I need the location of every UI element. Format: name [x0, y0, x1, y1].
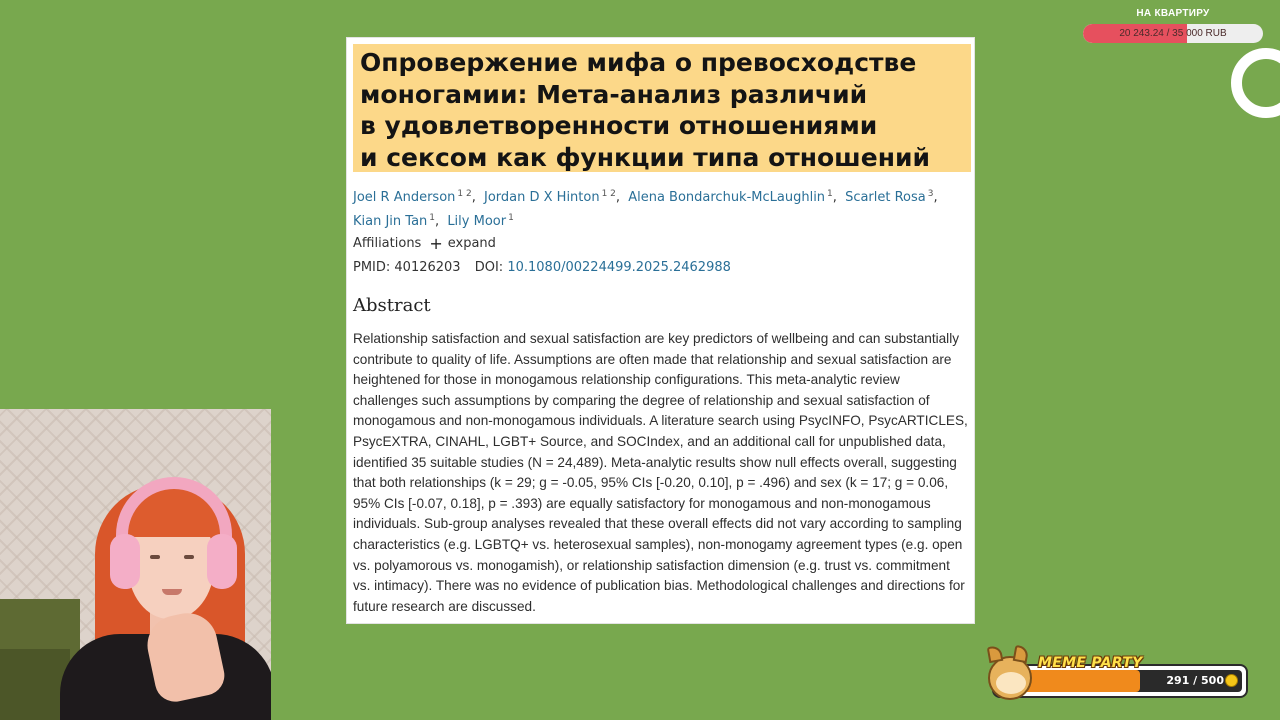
title-line: моногамии: Мета-анализ различий — [360, 79, 868, 109]
doi-label: DOI: — [474, 260, 504, 275]
doi-link[interactable]: 10.1080/00224499.2025.2462988 — [507, 260, 731, 275]
abstract-line: characteristics (e.g. LGBTQ+ vs. heterosexual samples), non-monogamy agreement types (e.g. open — [353, 536, 963, 552]
title-line: Опровержение мифа о превосходстве — [360, 48, 917, 77]
author-link[interactable]: Alena Bondarchuk-McLaughlin $^1$ — [628, 189, 833, 205]
webcam-feed — [0, 409, 271, 720]
abstract-line: that both relationships (k = 29; g = -0.05, 95% CIs [-0.20, 0.10], p = .496) and sex (k = 17; g = 0.06, — [353, 475, 949, 491]
author-link[interactable]: Jordan D X Hinton $^{1 2}$ — [484, 189, 616, 205]
author-link[interactable]: Lily Moor $^1$ — [447, 213, 514, 229]
coin-icon — [1225, 674, 1238, 687]
plus-icon: + — [429, 234, 443, 253]
title-line: в удовлетворенности отношениями — [360, 111, 878, 140]
abstract-line: contribute to quality of life. Assumptions are often made that relationship and sexual satisfaction are — [353, 351, 952, 367]
doge-icon — [988, 656, 1032, 700]
abstract-heading: Abstract — [353, 295, 431, 316]
headphone-earcup — [110, 534, 140, 589]
affiliation-ref[interactable]: 1 — [508, 213, 514, 223]
meme-party-count: 291 / 500 — [1166, 674, 1224, 687]
affiliations-row — [353, 236, 496, 251]
donation-amount: 20 243.24 / 35 000 RUB — [1119, 28, 1227, 39]
meme-party-widget — [992, 655, 1248, 698]
affiliations-label: Affiliations — [353, 236, 422, 251]
abstract-line: heightened for those in monogamous relationship configurations. This meta-analytic review — [353, 372, 900, 388]
author-link[interactable]: Joel R Anderson $^{1 2}$ — [353, 189, 472, 205]
meme-party-title: MEME PARTY — [1038, 655, 1143, 671]
abstract-line: PsycEXTRA, CINAHL, LGBT+ Source, and SOCIndex, and an additional call for unpublished data, — [353, 433, 946, 449]
headphone-earcup — [207, 534, 237, 589]
pmid: PMID: 40126203 — [353, 260, 461, 275]
author-list: Joel R Anderson $^{1 2}$, Jordan D X Hinton $^{1 2}$, Alena Bondarchuk-McLaughlin $^1$, Scarlet Rosa $^3$, Kian Jin Tan $^1$, Lily Moor $^1$ — [353, 189, 938, 229]
expand-label: expand — [447, 236, 496, 251]
affiliation-ref[interactable]: 1 — [429, 213, 436, 223]
article-title — [353, 44, 971, 172]
abstract-line: 95% CIs [-0.07, 0.18], p = .393) are equally satisfactory for monogamous and non-monogamous — [353, 495, 931, 511]
mouth — [162, 589, 182, 595]
affiliation-ref[interactable]: 3 — [927, 189, 934, 199]
donation-progress-bar — [1083, 24, 1263, 43]
donation-goal-label: НА КВАРТИРУ — [1136, 8, 1210, 19]
affiliation-ref[interactable]: 1 2 — [601, 189, 616, 199]
title-line: и сексом как функции типа отношений — [360, 142, 930, 172]
abstract-text — [353, 329, 969, 617]
abstract-line: monogamous and non-monogamous individuals. A literature search using PsycINFO, PsycARTICLES, — [353, 413, 968, 429]
author-link[interactable]: Scarlet Rosa $^3$ — [845, 189, 934, 205]
decorative-ring — [1231, 48, 1280, 118]
abstract-line: individuals. Sub-group analyses revealed that these overall effects did not vary according to sampling — [353, 516, 962, 532]
identifiers-row — [353, 260, 731, 275]
abstract-line: future research are discussed. — [353, 598, 536, 614]
abstract-line: challenges such assumptions by comparing the degree of relationship and sexual satisfaction of — [353, 392, 930, 408]
abstract-line: identified 35 suitable studies (N = 24,489). Meta-analytic results show null effects overall, suggesting — [353, 454, 957, 470]
abstract-line: vs. polyamorous vs. monogamish), or relationship satisfaction dimension (e.g. trust vs. commitment — [353, 557, 950, 573]
author-link[interactable]: Kian Jin Tan $^1$ — [353, 213, 436, 229]
donation-goal-widget — [1082, 8, 1264, 46]
abstract-line: vs. intimacy). There was no evidence of publication bias. Methodological challenges and directions for — [353, 578, 965, 594]
affiliation-ref[interactable]: 1 2 — [457, 189, 472, 199]
article-card — [346, 37, 975, 624]
abstract-line: Relationship satisfaction and sexual satisfaction are key predictors of wellbeing and can substantially — [353, 331, 960, 346]
expand-affiliations-button[interactable] — [429, 236, 496, 251]
affiliation-ref[interactable]: 1 — [827, 189, 833, 199]
